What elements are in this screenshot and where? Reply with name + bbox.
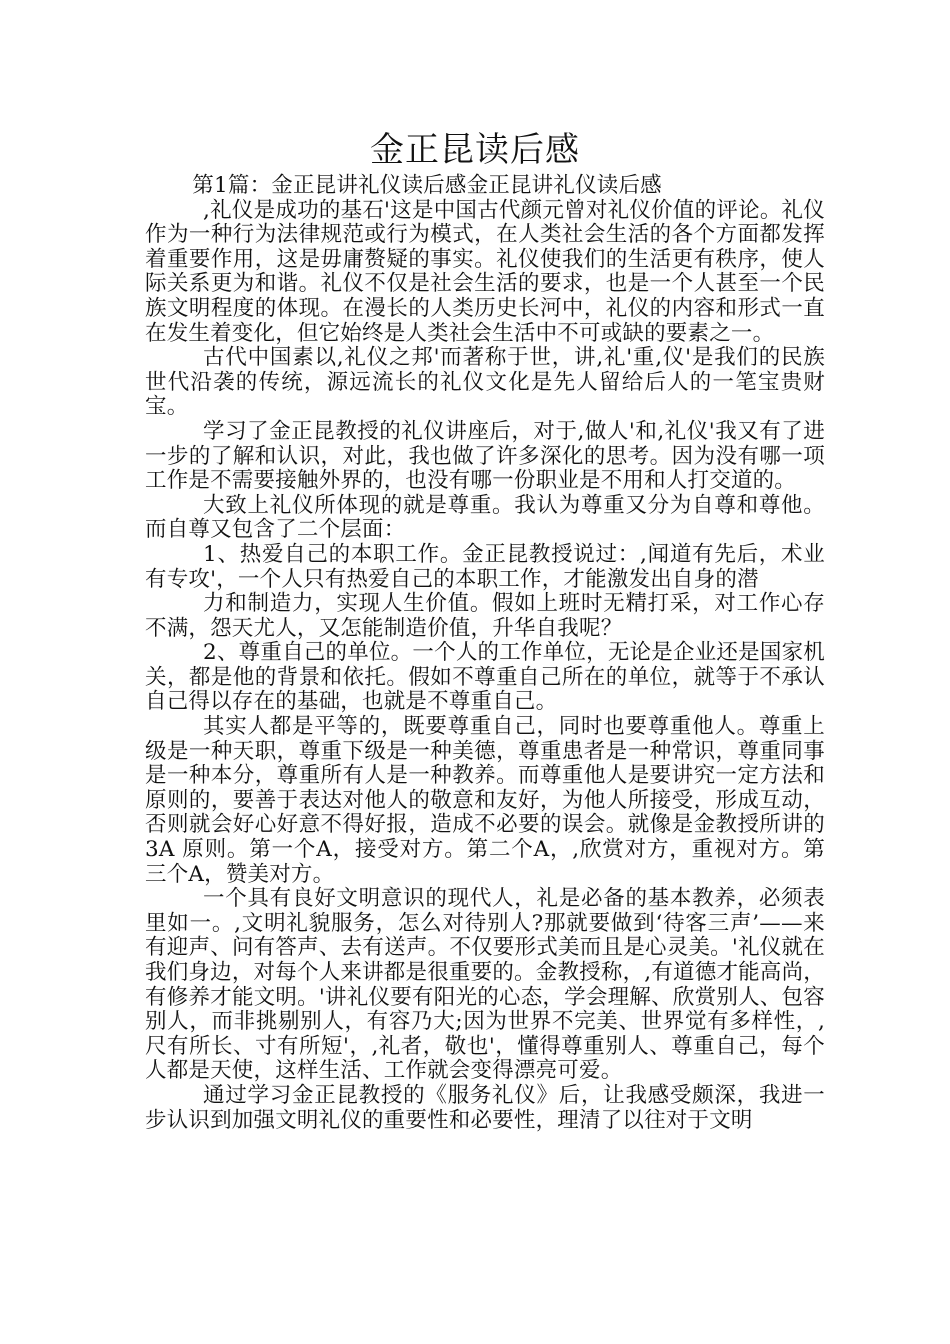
document-body — [145, 174, 825, 1133]
paragraph-1: ,礼仪是成功的基石'这是中国古代颜元曾对礼仪价值的评论。礼仪作为一种行为法律规范或行为模式，在人类社会生活的各个方面都发挥着重要作用，这是毋庸赘疑的事实。礼仪使我们的生活更有秩序，使人际关系更为和谐。礼仪不仅是社会生活的要求，也是一个人甚至一个民族文明程度的体现。在漫长的人类历史长河中，礼仪的内容和形式一直在发生着变化，但它始终是人类社会生活中不可或缺的要素之一。 — [145, 197, 825, 346]
paragraph-8: 其实人都是平等的，既要尊重自己，同时也要尊重他人。尊重上级是一种天职，尊重下级是一种美德，尊重患者是一种常识，尊重同事是一种本分，尊重所有人是一种教养。而尊重他人是要讲究一定方法和原则的，要善于表达对他人的敬意和友好，为他人所接受，形成互动，否则就会好心好意不得好报，造成不必要的误会。就像是金教授所讲的3A 原则。第一个A，接受对方。第二个A，,欣赏对方，重视对方。第三个A，赞美对方。 — [145, 714, 825, 887]
document-subtitle: 第1篇：金正昆讲礼仪读后感金正昆讲礼仪读后感 — [192, 173, 662, 198]
paragraph-7: 2、尊重自己的单位。一个人的工作单位，无论是企业还是国家机关，都是他的背景和依托。假如不尊重自己所在的单位，就等于不承认自己得以存在的基础，也就是不尊重自己。 — [145, 640, 825, 715]
paragraph-2: 古代中国素以,礼仪之邦'而著称于世，讲,礼'重,仪'是我们的民族世代沿袭的传统，源远流长的礼仪文化是先人留给后人的一笔宝贵财宝。 — [145, 345, 825, 420]
paragraph-4: 大致上礼仪所体现的就是尊重。我认为尊重又分为自尊和尊他。而自尊又包含了二个层面： — [145, 492, 825, 543]
paragraph-10: 通过学习金正昆教授的《服务礼仪》后，让我感受颇深，我进一步认识到加强文明礼仪的重要性和必要性，理清了以往对于文明 — [145, 1082, 825, 1133]
paragraph-3: 学习了金正昆教授的礼仪讲座后，对于,做人'和,礼仪'我又有了进一步的了解和认识，对此，我也做了许多深化的思考。因为没有哪一项工作是不需要接触外界的，也没有哪一份职业是不用和人打交道的。 — [145, 418, 825, 494]
paragraph-9: 一个具有良好文明意识的现代人，礼是必备的基本教养，必须表里如一。,文明礼貌服务，怎么对待别人?那就要做到‘待客三声’——来有迎声、问有答声、去有送声。不仅要形式美而且是心灵美。'礼仪就在我们身边，对每个人来讲都是很重要的。金教授称，,有道德才能高尚，有修养才能文明。'讲礼仪要有阳光的心态，学会理解、欣赏别人、包容别人，而非挑剔别人，有容乃大;因为世界不完美、世界觉有多样性，,尺有所长、寸有所短'，,礼者，敬也'，懂得尊重别人、尊重自己，每个人都是天使，这样生活、工作就会变得漂亮可爱。 — [145, 886, 825, 1084]
paragraph-6: 力和制造力，实现人生价值。假如上班时无精打采，对工作心存不满，怨天尤人，又怎能制造价值，升华自我呢？ — [145, 591, 825, 641]
document-title: 金正昆读后感 — [370, 130, 580, 170]
paragraph-5: 1、热爱自己的本职工作。金正昆教授说过：,闻道有先后，术业有专攻'，一个人只有热爱自己的本职工作，才能激发出自身的潜 — [145, 541, 825, 592]
